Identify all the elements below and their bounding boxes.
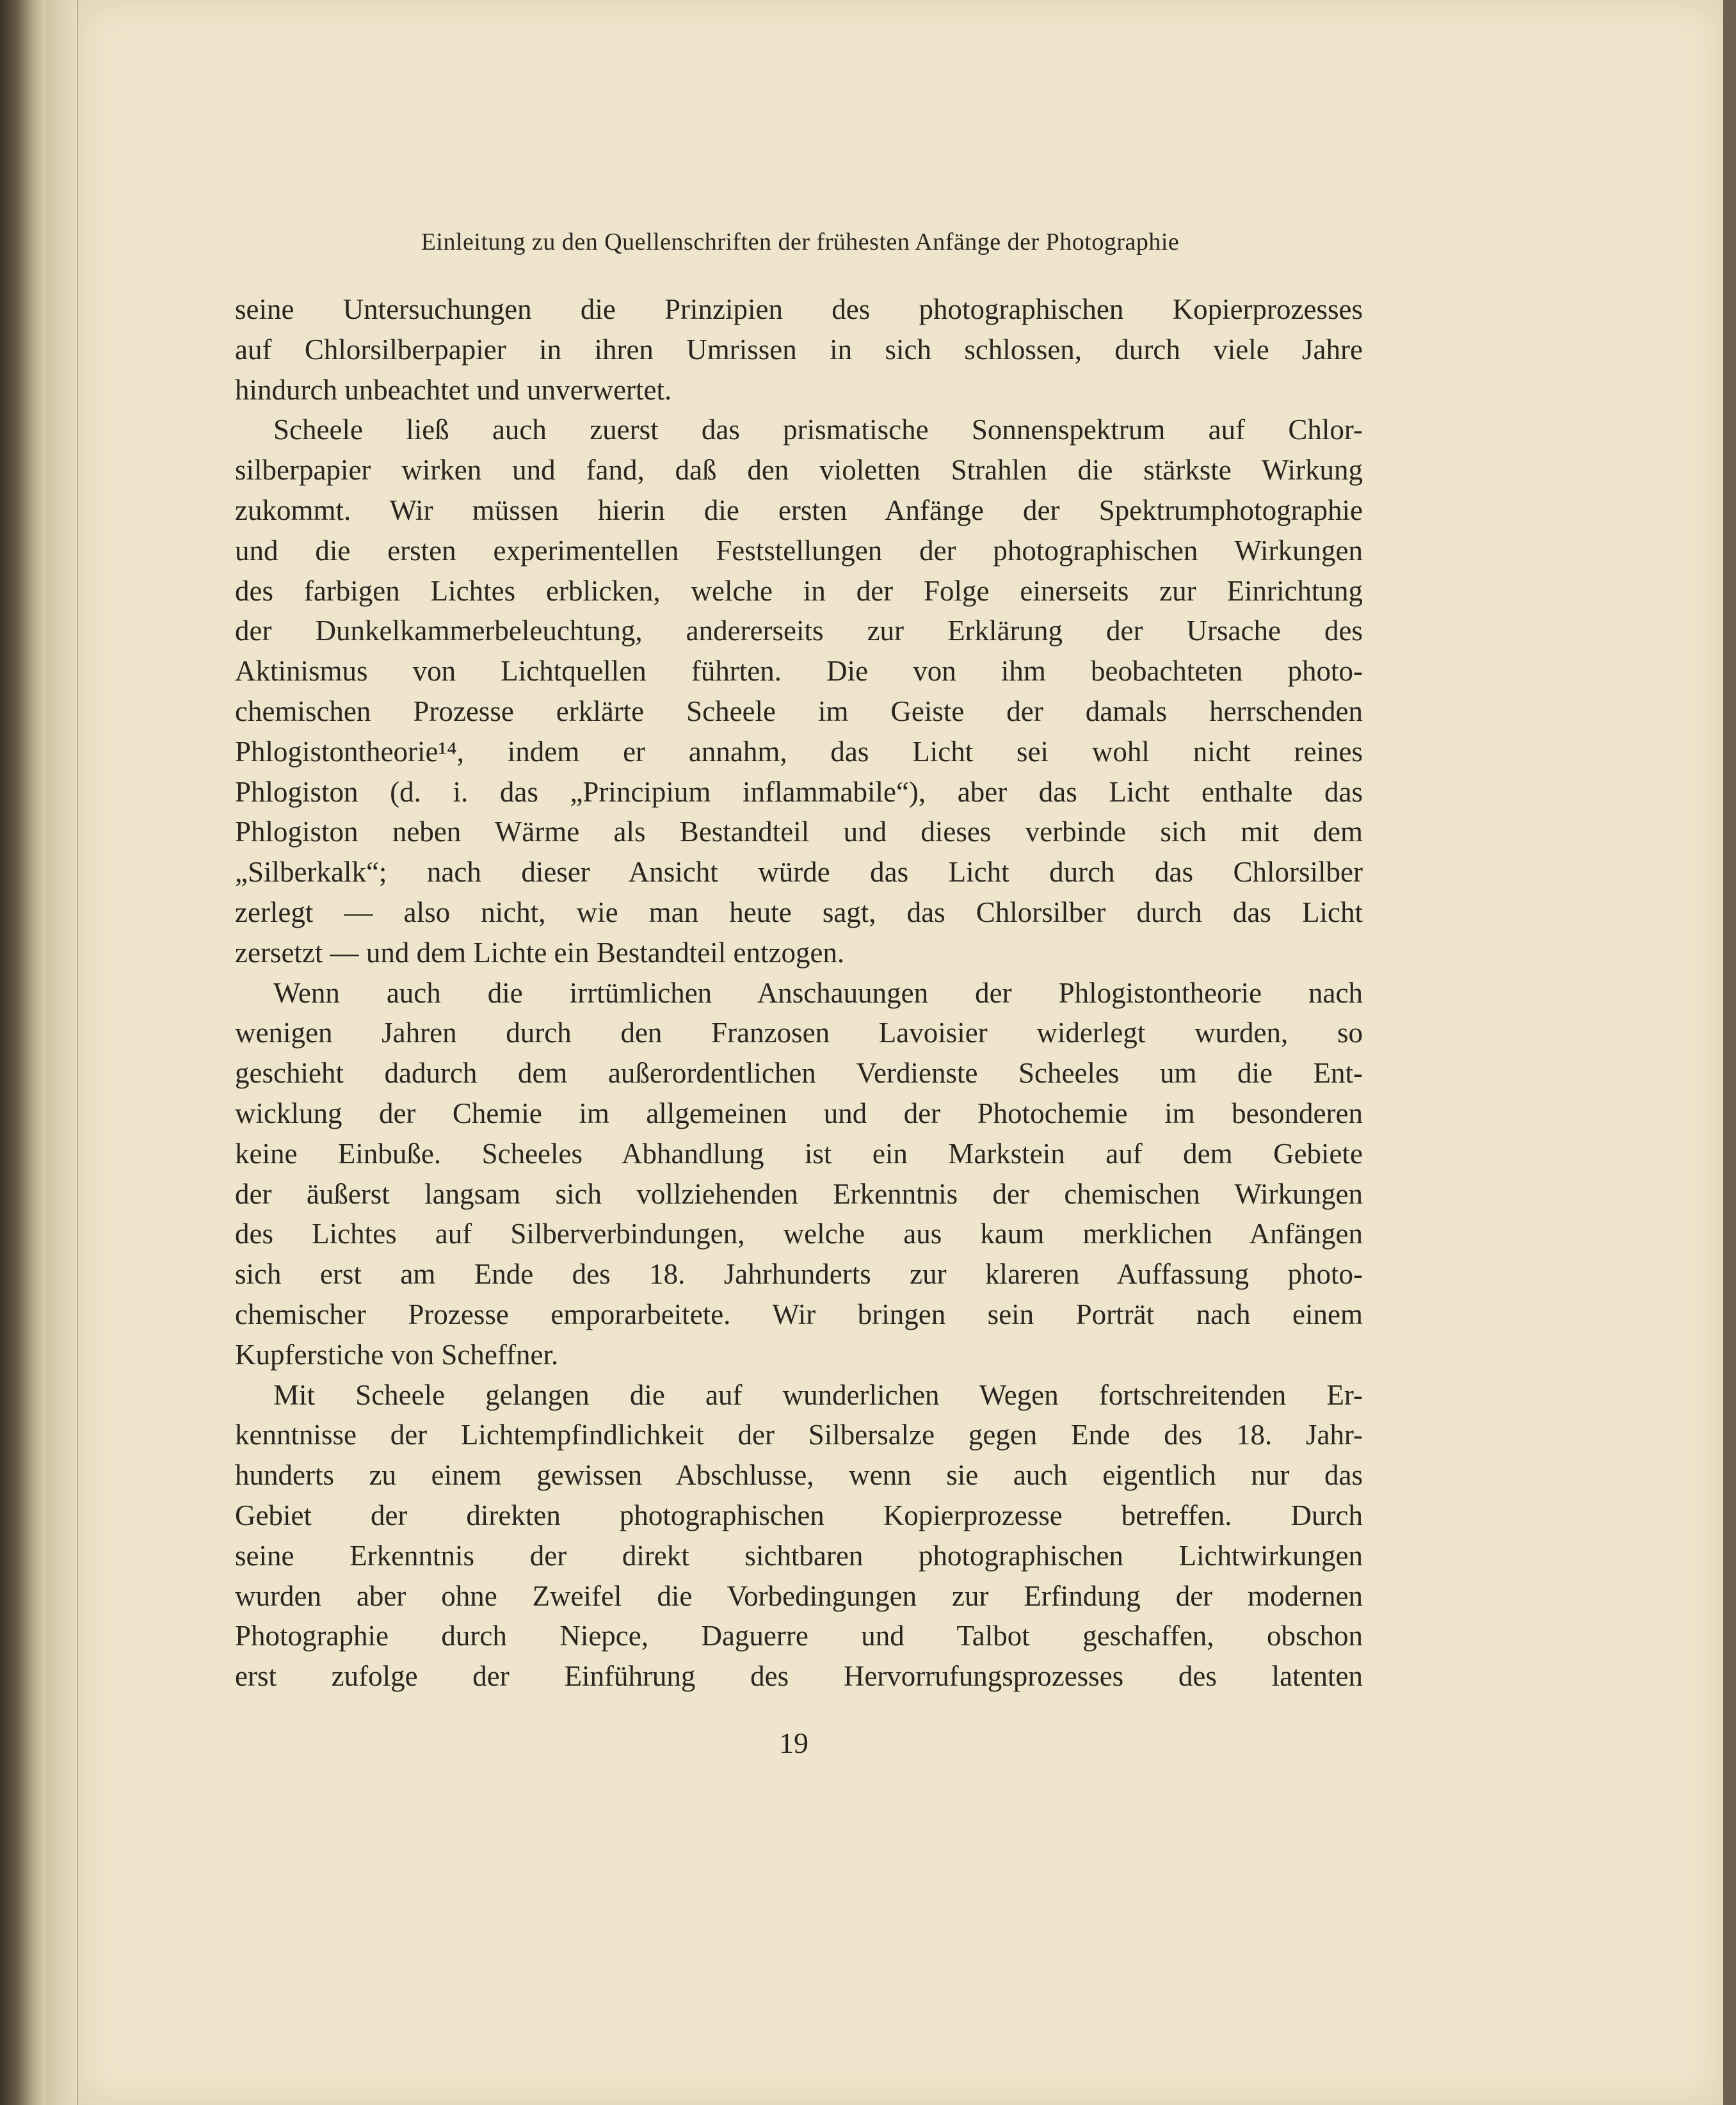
text-line: wicklung der Chemie im allgemeinen und der Photochemie im besonderen <box>235 1097 1363 1129</box>
text-line: Kupferstiche von Scheffner. <box>235 1338 559 1371</box>
text-line: silberpapier wirken und fand, daß den violetten Strahlen die stärkste Wirkung <box>235 454 1363 487</box>
body-text <box>235 289 1363 1697</box>
text-line: Aktinismus von Lichtquellen führten. Die von ihm beobachteten photo- <box>235 655 1363 688</box>
text-line: „Silberkalk“; nach dieser Ansicht würde das Licht durch das Chlorsilber <box>235 856 1363 889</box>
text-line: wenigen Jahren durch den Franzosen Lavoisier widerlegt wurden, so <box>235 1017 1363 1049</box>
text-line: zerlegt — also nicht, wie man heute sagt, das Chlorsilber durch das Licht <box>235 896 1363 928</box>
text-line: seine Erkenntnis der direkt sichtbaren photographischen Lichtwirkungen <box>235 1539 1363 1572</box>
text-line: hunderts zu einem gewissen Abschlusse, wenn sie auch eigentlich nur das <box>235 1459 1363 1492</box>
text-line: zersetzt — und dem Lichte ein Bestandteil entzogen. <box>235 936 845 969</box>
text-line: chemischen Prozesse erklärte Scheele im Geiste der damals herrschenden <box>235 695 1363 727</box>
text-line: Photographie durch Niepce, Daguerre und Talbot geschaffen, obschon <box>235 1620 1363 1652</box>
text-line: Phlogistontheorie¹⁴, indem er annahm, das Licht sei wohl nicht reines <box>235 735 1363 768</box>
text-line: keine Einbuße. Scheeles Abhandlung ist ein Markstein auf dem Gebiete <box>235 1137 1363 1170</box>
text-line: Mit Scheele gelangen die auf wunderlichen Wegen fortschreitenden Er- <box>273 1378 1363 1411</box>
text-line: geschieht dadurch dem außerordentlichen Verdienste Scheeles um die Ent- <box>235 1057 1363 1090</box>
text-line: der äußerst langsam sich vollziehenden Erkenntnis der chemischen Wirkungen <box>235 1177 1363 1210</box>
text-line: hindurch unbeachtet und unverwertet. <box>235 373 672 406</box>
running-head: Einleitung zu den Quellenschriften der frühesten Anfänge der Photographie <box>421 229 1180 255</box>
text-line: erst zufolge der Einführung des Hervorrufungsprozesses des latenten <box>235 1660 1363 1693</box>
text-line: kenntnisse der Lichtempfindlichkeit der Silbersalze gegen Ende des 18. Jahr- <box>235 1419 1363 1451</box>
left-page-edge <box>45 0 78 2105</box>
text-line: zukommt. Wir müssen hierin die ersten Anfänge der Spektrumphotographie <box>235 494 1363 526</box>
text-line: Gebiet der direkten photographischen Kopierprozesse betreffen. Durch <box>235 1499 1363 1531</box>
text-line: chemischer Prozesse emporarbeitete. Wir bringen sein Porträt nach einem <box>235 1298 1363 1330</box>
text-line: und die ersten experimentellen Feststellungen der photographischen Wirkungen <box>235 534 1363 567</box>
text-line: des farbigen Lichtes erblicken, welche in der Folge einerseits zur Einrichtung <box>235 574 1363 607</box>
text-line: Wenn auch die irrtümlichen Anschauungen der Phlogistontheorie nach <box>273 976 1363 1009</box>
text-line: Phlogiston (d. i. das „Principium inflammabile“), aber das Licht enthalte das <box>235 775 1363 808</box>
right-page-border <box>1723 0 1736 2105</box>
text-line: auf Chlorsilberpapier in ihren Umrissen in sich schlossen, durch viele Jahre <box>235 333 1363 366</box>
text-line: Phlogiston neben Wärme als Bestandteil und dieses verbinde sich mit dem <box>235 816 1363 848</box>
text-line: sich erst am Ende des 18. Jahrhunderts zur klareren Auffassung photo- <box>235 1258 1363 1291</box>
text-line: seine Untersuchungen die Prinzipien des photographischen Kopierprozesses <box>235 293 1363 325</box>
text-line: der Dunkelkammerbeleuchtung, andererseits zur Erklärung der Ursache des <box>235 615 1363 647</box>
text-line: wurden aber ohne Zweifel die Vorbedingungen zur Erfindung der modernen <box>235 1579 1363 1612</box>
text-line: des Lichtes auf Silberverbindungen, welche aus kaum merklichen Anfängen <box>235 1218 1363 1250</box>
book-binding <box>0 0 45 2105</box>
page-number: 19 <box>779 1727 808 1759</box>
text-line: Scheele ließ auch zuerst das prismatische Sonnenspektrum auf Chlor- <box>273 414 1363 446</box>
